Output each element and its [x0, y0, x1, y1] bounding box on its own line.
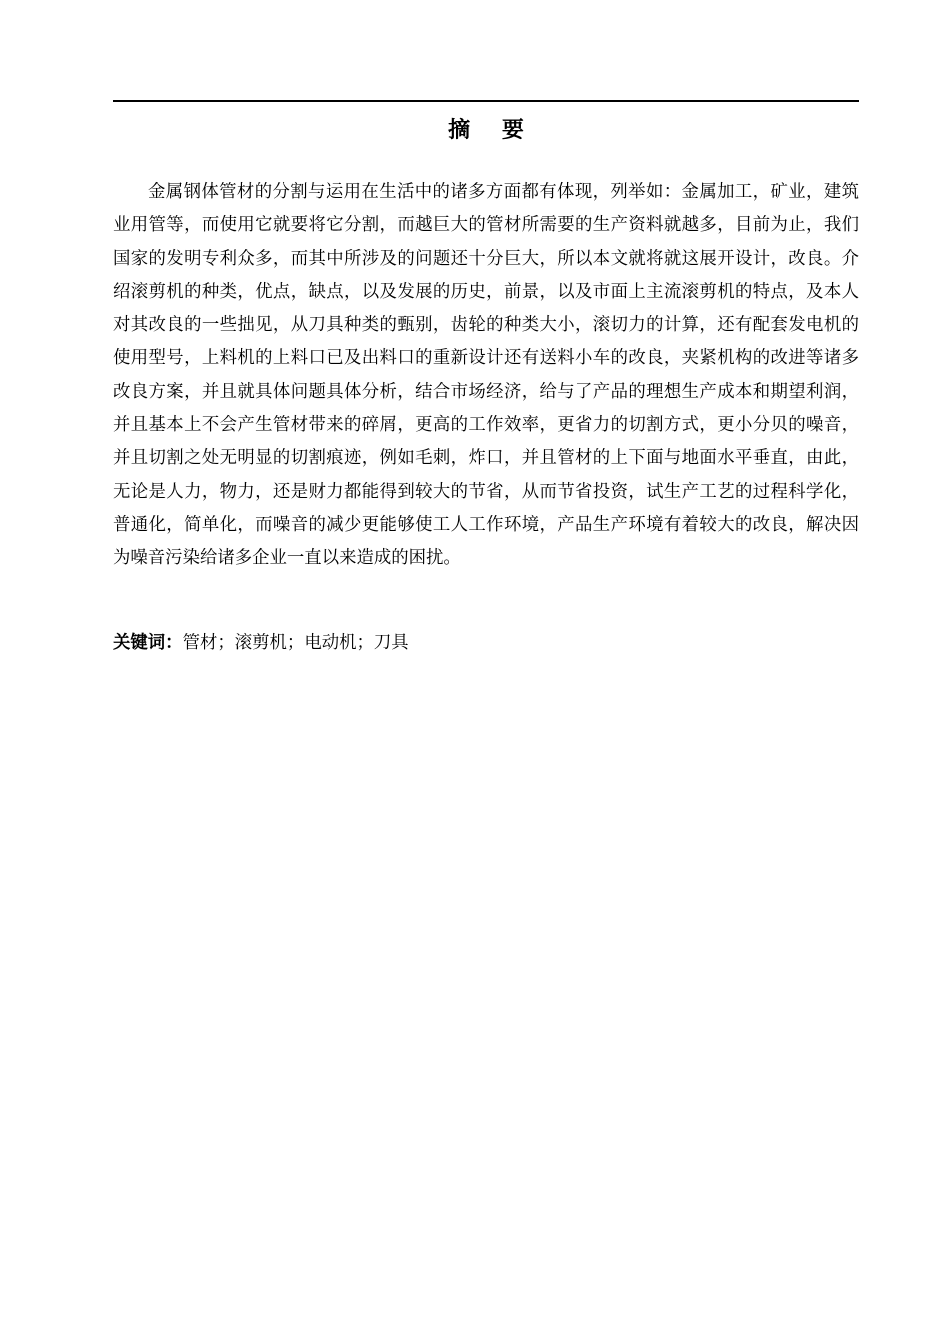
- keywords-text: 管材；滚剪机；电动机；刀具: [182, 633, 409, 653]
- keywords-line: [113, 628, 859, 658]
- page-title: 摘 要: [448, 118, 536, 143]
- keywords-label: 关键词：: [113, 633, 183, 653]
- header-rule: [113, 100, 859, 102]
- abstract-paragraph: 金属钢体管材的分割与运用在生活中的诸多方面都有体现，列举如：金属加工，矿业，建筑业用管等，而使用它就要将它分割，而越巨大的管材所需要的生产资料就越多，目前为止，我们国家的发明专利众多，而其中所涉及的问题还十分巨大，所以本文就将就这展开设计，改良。介绍滚剪机的种类，优点，缺点，以及发展的历史，前景，以及市面上主流滚剪机的特点，及本人对其改良的一些拙见，从刀具种类的甄别，齿轮的种类大小，滚切力的计算，还有配套发电机的使用型号，上料机的上料口已及出料口的重新设计还有送料小车的改良，夹紧机构的改进等诸多改良方案，并且就具体问题具体分析，结合市场经济，给与了产品的理想生产成本和期望利润，并且基本上不会产生管材带来的碎屑，更高的工作效率，更省力的切割方式，更小分贝的噪音，并且切割之处无明显的切割痕迹，例如毛刺，炸口，并且管材的上下面与地面水平垂直，由此，无论是人力，物力，还是财力都能得到较大的节省，从而节省投资，试生产工艺的过程科学化，普通化，简单化，而噪音的减少更能够使工人工作环境，产品生产环境有着较大的改良，解决因为噪音污染给诸多企业一直以来造成的困扰。: [113, 182, 859, 569]
